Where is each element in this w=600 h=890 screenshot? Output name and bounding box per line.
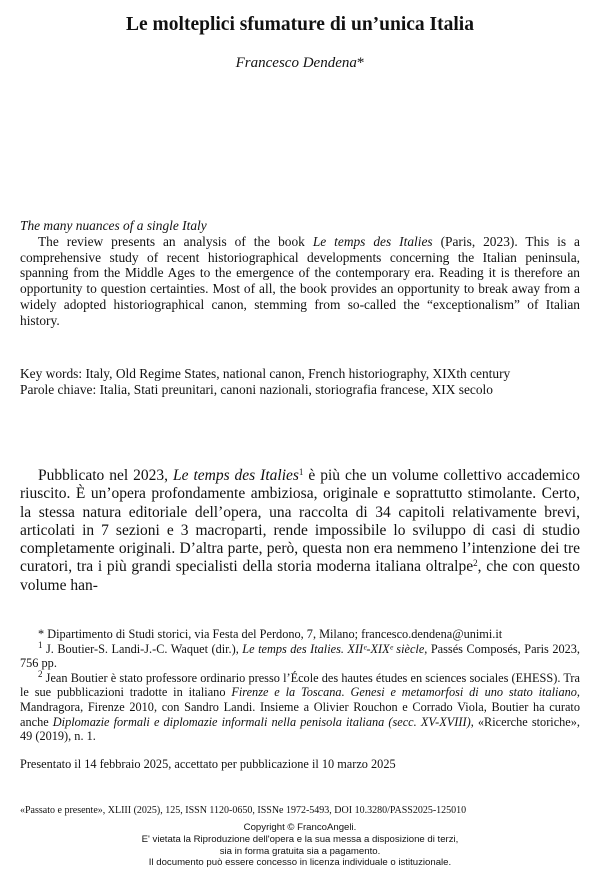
abstract-book-title: Le temps des Italies <box>312 233 433 249</box>
article-page <box>20 0 580 890</box>
footnotes <box>20 627 580 744</box>
footnote-text-part: , Passés Composés, Paris 2023, 756 pp. <box>20 641 580 671</box>
abstract-text <box>20 234 580 329</box>
body-text-part: è più che un volume collettivo accademico riuscito. È un’opera profondamente ambiziosa, originale e soprattutto stimolante. Certo, la stessa natura editoriale dell’opera, una raccolta di 34 capitoli relativamente brevi, articolati in 7 sezioni e 3 macroparti, rende impossibile lo sviluppo di casi di studio completamente originali. D’altra parte, però, questa non era nemmeno l’intenzione dei tre curatori, tra i più grandi specialisti della storia moderna italiana oltralpe <box>20 467 580 576</box>
footnote-ref-1: 1 <box>298 467 304 477</box>
keywords-en: Key words: Italy, Old Regime States, national canon, French historiography, XIXth century <box>20 366 511 381</box>
copyright-line: Il documento può essere concesso in licenza individuale o istituzionale. <box>148 857 452 869</box>
author-name: Francesco Dendena <box>235 55 357 71</box>
body-text-part: , che con questo volume han- <box>20 558 580 594</box>
copyright-line: sia in forma gratuita sia a pagamento. <box>219 845 381 857</box>
keywords-it: Parole chiave: Italia, Stati preunitari, canoni nazionali, storiografia francese, XIX secolo <box>20 381 493 397</box>
body-paragraph <box>20 467 580 595</box>
abstract <box>20 218 580 329</box>
abstract-text-part: The review presents an analysis of the book <box>38 233 313 249</box>
copyright-line: Copyright © FrancoAngeli. <box>243 822 357 833</box>
footnote-text-part: J. Boutier-S. Landi-J.-C. Waquet (dir.), <box>42 641 243 656</box>
keywords <box>20 366 580 398</box>
copyright-line: E' vietata la Riproduzione dell'opera e la sua messa a disposizione di terzi, <box>141 833 459 845</box>
journal-citation: «Passato e presente», XLIII (2025), 125, ISSN 1120-0650, ISSNe 1972-5493, DOI 10.3280/PASS2025-125010 <box>20 805 467 816</box>
footnote-2-mark: 2 <box>38 668 43 679</box>
footnote-ref-2: 2 <box>473 558 478 569</box>
footnote-1 <box>20 639 580 671</box>
body-text <box>20 467 580 595</box>
footnote-1-mark: 1 <box>38 639 43 650</box>
footnote-text-part: , «Ricerche storiche», 49 (2019), n. 1. <box>20 714 580 744</box>
author-footnote-mark: * <box>356 55 365 71</box>
body-book-title: Le temps des Italies <box>172 467 299 484</box>
article-title: Le molteplici sfumature di un’unica Italia <box>126 14 474 35</box>
footnote-2 <box>20 668 580 744</box>
article-author <box>20 55 580 72</box>
footnote-1-title: Le temps des Italies. XIIᵉ-XIXᵉ siècle <box>242 641 425 656</box>
abstract-title: The many nuances of a single Italy <box>20 218 207 233</box>
footnote-2-title: Firenze e la Toscana. Genesi e metamorfosi di uno stato italiano <box>231 685 577 700</box>
body-text-part: Pubblicato nel 2023, <box>38 467 173 484</box>
footnote-2-title: Diplomazie formali e diplomazie informali nella penisola italiana (secc. XV-XVIII) <box>52 714 471 729</box>
abstract-text-part: (Paris, 2023). This is a comprehensive study of recent historiographical developments concerning the Italian peninsula, spanning from the Middle Ages to the emergence of the contemporary era. Reading it is therefore an opportunity to question certainties. Most of all, the book provides an opportunity to break away from a widely adopted historiographical canon, stemming from so-called the “exceptionalism” of Italian history. <box>20 233 580 328</box>
footnote-text-part: , Mandragora, Firenze 2010, con Sandro Landi. Insieme a Olivier Rouchon e Corrado Viola, Boutier ha curato anche <box>20 685 580 729</box>
copyright-notice <box>20 822 580 869</box>
footnote-text-part: Jean Boutier è stato professore ordinario presso l’École des hautes études en sciences sociales (EHESS). Tra le sue pubblicazioni tradotte in italiano <box>20 670 580 700</box>
submission-dates: Presentato il 14 febbraio 2025, accettato per pubblicazione il 10 marzo 2025 <box>20 757 396 771</box>
footnote-affiliation: * Dipartimento di Studi storici, via Festa del Perdono, 7, Milano; francesco.dendena@unimi.it <box>38 627 503 641</box>
